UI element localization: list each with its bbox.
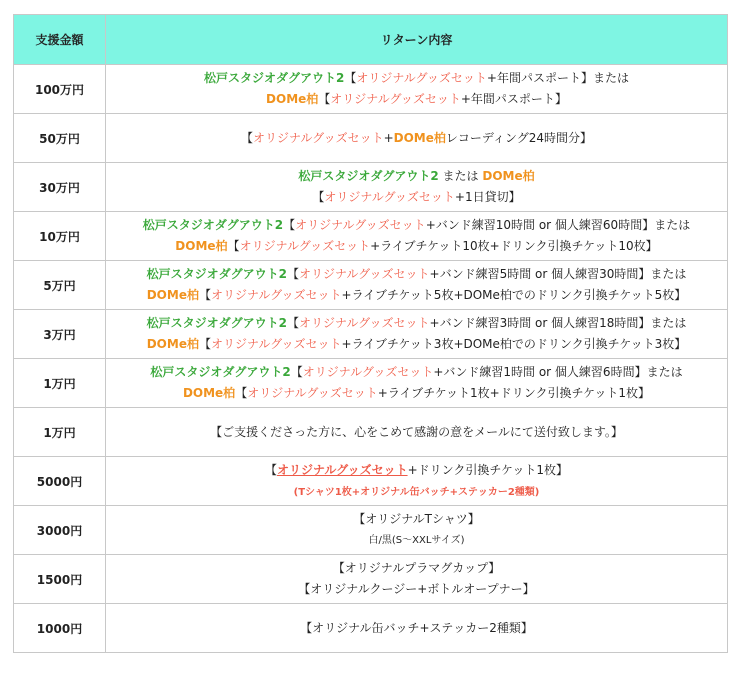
header-amount: 支援金額 <box>14 15 106 65</box>
studio-name: 松戸スタジオダグアウト2 <box>150 365 291 379</box>
reward-line: 【オリジナルプラマグカップ】 <box>332 561 501 575</box>
reward-line: 松戸スタジオダグアウト2【オリジナルグッズセット+年間パスポート】または <box>203 71 630 85</box>
goods-name: オリジナルグッズセット <box>247 386 378 400</box>
table-row <box>14 408 728 457</box>
reward-line: 【オリジナルグッズセット+1日貸切】 <box>312 190 521 204</box>
amount-cell: 10万円 <box>14 212 106 261</box>
reward-table <box>13 14 728 653</box>
dome-name: DOMe柏 <box>482 169 535 183</box>
goods-name: オリジナルグッズセット <box>302 365 434 379</box>
header-row <box>14 15 728 65</box>
reward-line: DOMe柏【オリジナルグッズセット+ライブチケット10枚+ドリンク引換チケット10枚】 <box>175 239 658 253</box>
goods-name: オリジナルグッズセット <box>295 218 426 232</box>
table-row <box>14 506 728 555</box>
reward-line: 【オリジナル缶バッチ+ステッカー2種類】 <box>300 620 533 635</box>
reward-cell <box>106 506 728 555</box>
goods-name: オリジナルグッズセット <box>210 337 342 351</box>
amount-cell: 1万円 <box>14 408 106 457</box>
goods-name: オリジナルグッズセット <box>253 130 384 145</box>
goods-name: オリジナルグッズセット <box>324 190 455 204</box>
goods-name: オリジナルグッズセット <box>239 239 371 253</box>
reward-line: 【オリジナルグッズセット+DOMe柏レコーディング24時間分】 <box>241 130 592 145</box>
reward-line: DOMe柏【オリジナルグッズセット+ライブチケット5枚+DOMe柏でのドリンク引換チケット5枚】 <box>146 288 687 302</box>
dome-name: DOMe柏 <box>393 130 446 145</box>
table-row <box>14 212 728 261</box>
reward-line: DOMe柏【オリジナルグッズセット+ライブチケット1枚+ドリンク引換チケット1枚】 <box>182 386 651 400</box>
goods-name: オリジナルグッズセット <box>298 316 430 330</box>
dome-name: DOMe柏 <box>266 92 319 106</box>
reward-cell <box>106 114 728 163</box>
reward-cell <box>106 457 728 506</box>
amount-cell: 30万円 <box>14 163 106 212</box>
reward-line: 松戸スタジオダグアウト2【オリジナルグッズセット+バンド練習5時間 or 個人練習30時間】または <box>146 267 687 281</box>
goods-detail: (Tシャツ1枚+オリジナル缶バッチ+ステッカー2種類) <box>293 486 540 498</box>
goods-name: オリジナルグッズセット <box>298 267 430 281</box>
reward-line: 松戸スタジオダグアウト2【オリジナルグッズセット+バンド練習3時間 or 個人練習18時間】または <box>146 316 687 330</box>
amount-cell: 1500円 <box>14 555 106 604</box>
goods-link[interactable]: オリジナルグッズセット <box>277 462 408 477</box>
dome-name: DOMe柏 <box>175 239 228 253</box>
table-row <box>14 359 728 408</box>
reward-line: 【オリジナルTシャツ】 <box>353 512 480 526</box>
studio-name: 松戸スタジオダグアウト2 <box>203 71 345 85</box>
table-row <box>14 163 728 212</box>
amount-cell: 5万円 <box>14 261 106 310</box>
reward-line: 【オリジナルグッズセット+ドリンク引換チケット1枚】 <box>265 462 568 477</box>
amount-cell: 3000円 <box>14 506 106 555</box>
header-content: リターン内容 <box>106 15 728 65</box>
reward-cell <box>106 261 728 310</box>
reward-line: 松戸スタジオダグアウト2【オリジナルグッズセット+バンド練習1時間 or 個人練習6時間】または <box>150 365 683 379</box>
studio-name: 松戸スタジオダグアウト2 <box>298 169 439 183</box>
table-row <box>14 457 728 506</box>
table-row <box>14 114 728 163</box>
reward-cell <box>106 310 728 359</box>
reward-cell <box>106 555 728 604</box>
reward-cell <box>106 604 728 653</box>
amount-cell: 1万円 <box>14 359 106 408</box>
reward-cell <box>106 359 728 408</box>
studio-name: 松戸スタジオダグアウト2 <box>142 218 284 232</box>
goods-name: オリジナルグッズセット <box>330 92 461 106</box>
amount-cell: 100万円 <box>14 65 106 114</box>
reward-cell <box>106 212 728 261</box>
table-row <box>14 604 728 653</box>
reward-line: 松戸スタジオダグアウト2【オリジナルグッズセット+バンド練習10時間 or 個人練習60時間】または <box>142 218 691 232</box>
table-row <box>14 65 728 114</box>
amount-cell: 50万円 <box>14 114 106 163</box>
dome-name: DOMe柏 <box>182 386 236 400</box>
table-row <box>14 310 728 359</box>
reward-cell <box>106 408 728 457</box>
dome-name: DOMe柏 <box>146 288 199 302</box>
goods-name: オリジナルグッズセット <box>210 288 342 302</box>
reward-cell <box>106 163 728 212</box>
table-row <box>14 555 728 604</box>
reward-line: DOMe柏【オリジナルグッズセット+年間パスポート】 <box>266 92 567 106</box>
studio-name: 松戸スタジオダグアウト2 <box>146 316 287 330</box>
table-row <box>14 261 728 310</box>
goods-name: オリジナルグッズセット <box>356 71 487 85</box>
studio-name: 松戸スタジオダグアウト2 <box>146 267 287 281</box>
amount-cell: 1000円 <box>14 604 106 653</box>
reward-line: 松戸スタジオダグアウト2 または DOMe柏 <box>298 169 535 183</box>
amount-cell: 5000円 <box>14 457 106 506</box>
reward-cell <box>106 65 728 114</box>
tshirt-sizes: 白/黒(S〜XXLサイズ) <box>368 535 465 546</box>
amount-cell: 3万円 <box>14 310 106 359</box>
reward-line: 【ご支援くださった方に、心をこめて感謝の意をメールにて送付致します。】 <box>210 424 623 439</box>
reward-line: DOMe柏【オリジナルグッズセット+ライブチケット3枚+DOMe柏でのドリンク引換チケット3枚】 <box>146 337 687 351</box>
reward-line: 【オリジナルクージー+ボトルオープナー】 <box>298 582 535 596</box>
dome-name: DOMe柏 <box>146 337 199 351</box>
